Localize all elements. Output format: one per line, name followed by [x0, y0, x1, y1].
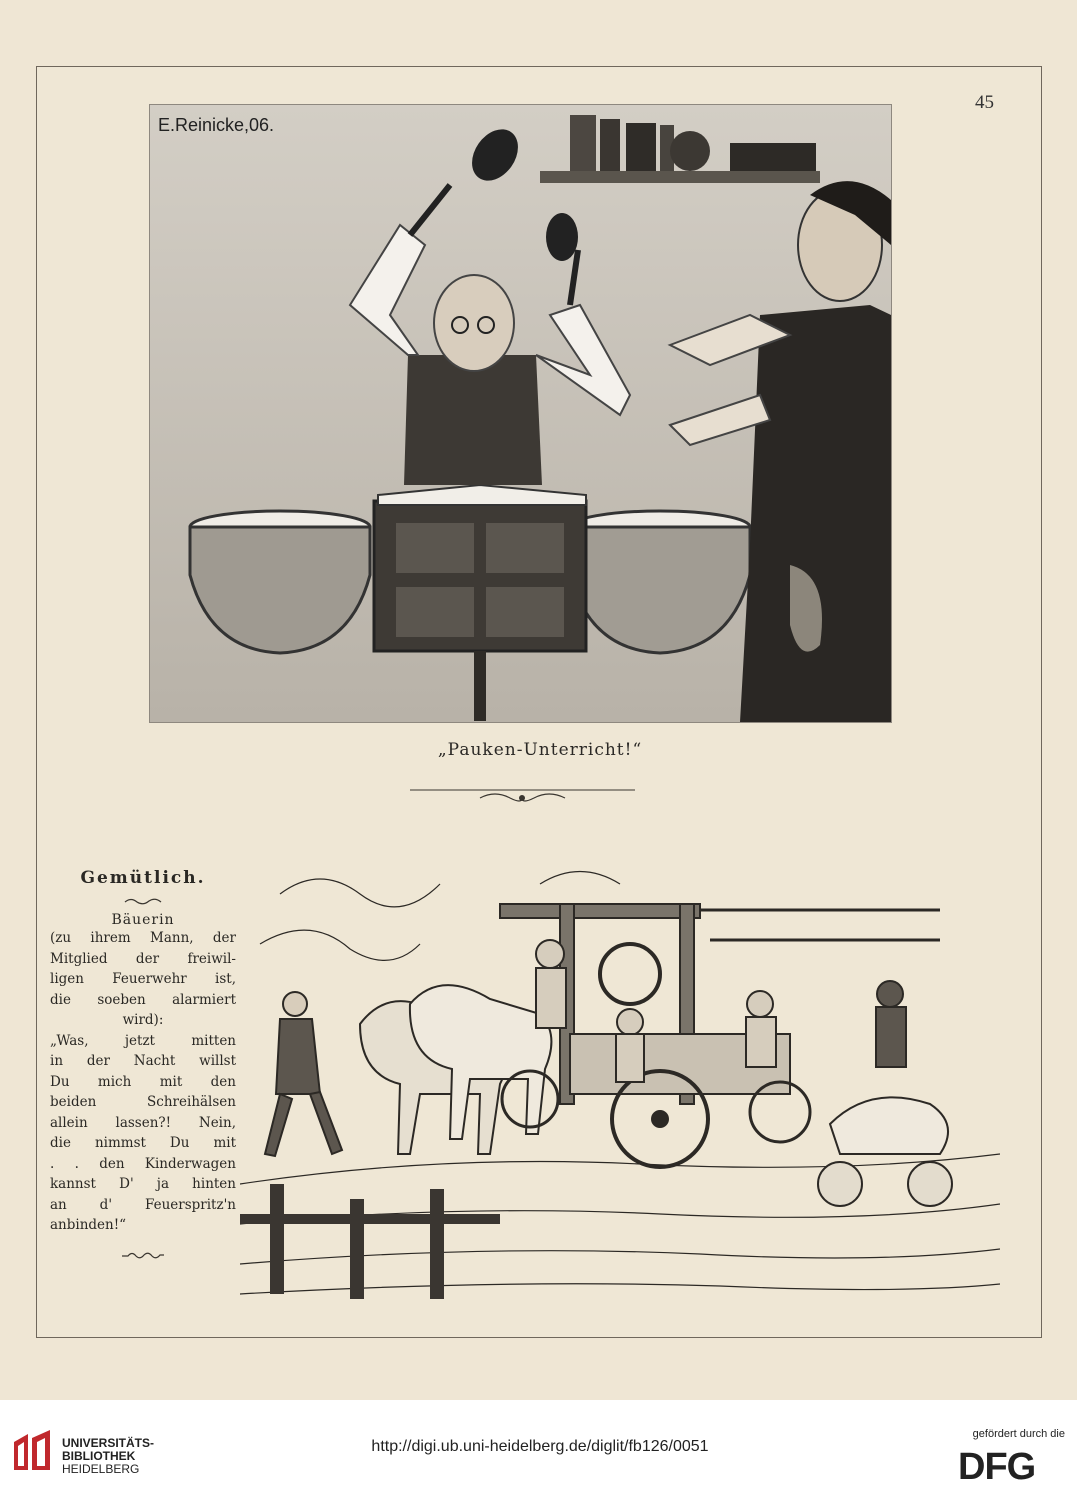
pram	[818, 1097, 952, 1206]
poem-title: Gemütlich.	[80, 868, 206, 888]
illustration-signature: E.Reinicke,06.	[158, 115, 275, 135]
poem-line: an d' Feuerspritz'n	[50, 1196, 236, 1213]
poem-line: in der Nacht willst	[50, 1053, 236, 1069]
running-man	[265, 992, 342, 1156]
poem-line: die nimmst Du mit	[50, 1135, 236, 1151]
poem-line: Mitglied der freiwil-	[50, 950, 236, 967]
poem-line: . . den Kinderwagen	[50, 1155, 236, 1172]
horses	[360, 985, 551, 1154]
library-name-line: BIBLIOTHEK	[62, 1449, 136, 1463]
timpani-scene	[150, 105, 891, 722]
page-number: 45	[975, 92, 994, 113]
poem-line: (zu ihrem Mann, der	[50, 930, 236, 946]
fire-brigade-scene	[240, 854, 1000, 1306]
funding-note: gefördert durch die	[972, 1428, 1065, 1440]
poem-line: allein lassen?! Nein,	[50, 1114, 236, 1131]
timpani-illustration	[149, 104, 892, 723]
poem-column	[50, 868, 236, 1260]
library-name	[62, 1437, 154, 1476]
poem-line: die soeben alarmiert	[50, 991, 236, 1008]
poem-speaker: Bäuerin	[111, 912, 175, 928]
illustration-caption: „Pauken-Unterricht!“	[437, 740, 643, 760]
ornament-divider	[410, 782, 635, 808]
poem-line: wird):	[122, 1012, 164, 1028]
library-name-line: UNIVERSITÄTS-	[62, 1436, 155, 1450]
fence	[240, 1184, 500, 1299]
library-name-line: HEIDELBERG	[62, 1462, 140, 1476]
poem-line: kannst D' ja hinten	[50, 1176, 236, 1192]
poem-line: Du mich mit den	[50, 1073, 236, 1090]
dfg-logo: DFG	[958, 1446, 1036, 1488]
fire-brigade-illustration	[240, 854, 1000, 1306]
source-url[interactable]: http://digi.ub.uni-heidelberg.de/diglit/fb126/0051	[371, 1438, 709, 1455]
end-squiggle	[120, 1250, 166, 1260]
poem-line: beiden Schreihälsen	[50, 1094, 236, 1110]
squiggle-divider	[123, 896, 163, 906]
poem-line: anbinden!“	[50, 1217, 127, 1233]
ub-heidelberg-logo-icon	[10, 1430, 54, 1474]
poem-line: ligen Feuerwehr ist,	[50, 971, 236, 987]
poem-line: „Was, jetzt mitten	[50, 1032, 236, 1049]
